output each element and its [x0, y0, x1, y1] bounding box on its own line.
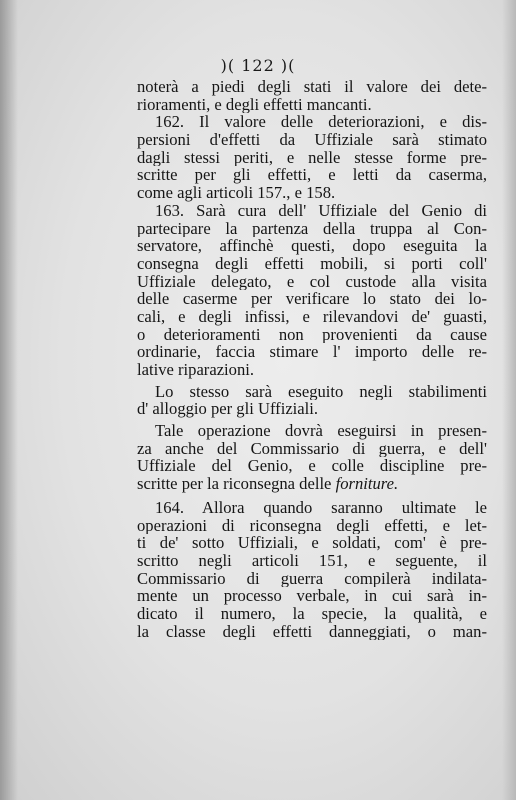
text-line: Commissario di guerra compilerà indilata-: [137, 569, 487, 588]
text-line: cali, e degli infissi, e rilevandovi de' guasti,: [137, 307, 487, 326]
text-line: Uffiziale delegato, e col custode alla visita: [137, 272, 487, 291]
text-line: operazioni di riconsegna degli effetti, e let-: [137, 516, 487, 535]
paragraph-164-start: 164. Allora quando saranno ultimate le: [155, 498, 487, 517]
text-line: scritto negli articoli 151, e seguente, il: [137, 551, 487, 570]
page-edge-shadow: [502, 0, 516, 800]
text-line: lative riparazioni.: [137, 361, 255, 379]
text-line: consegna degli effetti mobili, si porti coll': [137, 254, 487, 273]
text-line: dagli stessi periti, e nelle stesse forme pre-: [137, 148, 487, 167]
text-line: come agli articoli 157., e 158.: [137, 184, 336, 202]
text-line-with-italic: [137, 475, 487, 493]
italic-word-forniture: forniture.: [335, 475, 399, 493]
paragraph-tale-start: Tale operazione dovrà eseguirsi in presen-: [155, 422, 487, 440]
text-line: noterà a piedi degli stati il valore dei dete-: [137, 78, 487, 96]
text-line: ti de' sotto Uffiziali, e soldati, com' è pre-: [137, 534, 487, 552]
text-line: delle caserme per verificare lo stato dei lo-: [137, 290, 487, 308]
text-fragment: scritte per la riconsegna delle: [137, 475, 332, 493]
text-line: dicato il numero, la specie, la qualità, e: [137, 604, 487, 623]
text-line: Uffiziale del Genio, e colle discipline pre-: [137, 457, 487, 476]
text-line: servatore, affinchè questi, dopo eseguita la: [137, 237, 487, 255]
text-line: o deterioramenti non provenienti da cause: [137, 325, 487, 344]
text-line: mente un processo verbale, in cui sarà in-: [137, 587, 487, 605]
text-line: la classe degli effetti danneggiati, o man-: [137, 622, 487, 641]
text-line: d' alloggio per gli Uffiziali.: [137, 400, 319, 419]
page-number-header: )( 122 )(: [220, 56, 296, 75]
text-line: ordinarie, faccia stimare l' importo delle re-: [137, 343, 487, 361]
page-body-text: [137, 78, 487, 640]
text-line: scritte per gli effetti, e letti da caserma,: [137, 166, 487, 185]
text-line: rioramenti, e degli effetti mancanti.: [137, 95, 372, 114]
text-line: partecipare la partenza della truppa al Con-: [137, 219, 487, 238]
page-binding-shadow: [0, 0, 18, 800]
text-line: persioni d'effetti da Uffiziale sarà stimato: [137, 131, 487, 149]
paragraph-163-start: 163. Sarà cura dell' Uffiziale del Genio di: [155, 201, 487, 220]
paragraph-162-start: 162. Il valore delle deteriorazioni, e dis-: [155, 113, 487, 132]
paragraph-lo-stesso-start: Lo stesso sarà eseguito negli stabilimenti: [155, 382, 487, 401]
text-line: za anche del Commissario di guerra, e dell': [137, 439, 487, 458]
